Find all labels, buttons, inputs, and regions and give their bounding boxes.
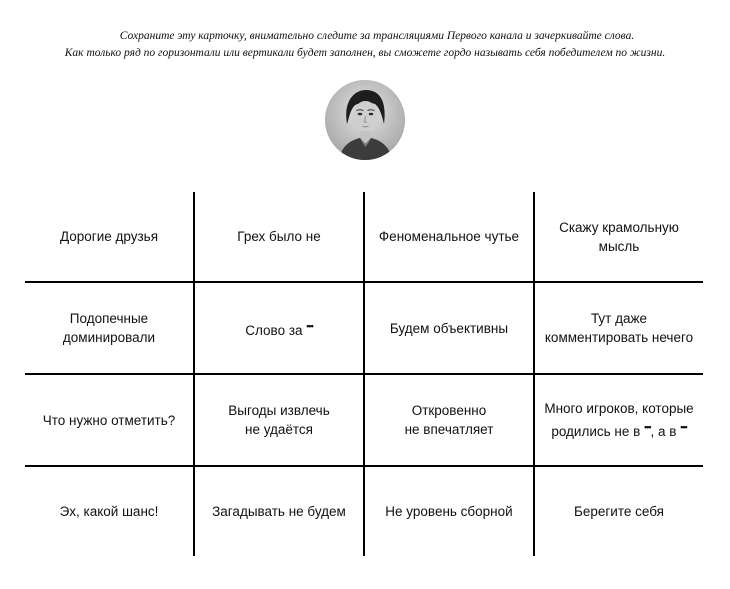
- bingo-phrase: [405, 401, 494, 439]
- bingo-cell[interactable]: [535, 375, 703, 465]
- bingo-phrase-line: Тут даже: [590, 311, 648, 326]
- bingo-phrase: Эх, какой шанс!: [59, 504, 159, 519]
- bingo-phrase: [63, 309, 155, 347]
- bingo-phrase-line: [544, 418, 693, 441]
- bingo-phrase-line: Скажу крамольную: [559, 219, 679, 235]
- bingo-cell[interactable]: [535, 192, 703, 281]
- bingo-cell[interactable]: [365, 283, 533, 373]
- bingo-cell[interactable]: [365, 467, 533, 556]
- bingo-phrase-line: комментировать нечего: [544, 330, 694, 345]
- instructions: [0, 28, 730, 62]
- bingo-phrase: Загадывать не будем: [212, 504, 346, 519]
- bingo-phrase-line: не удаётся: [244, 422, 313, 437]
- bingo-phrase: Дорогие друзья: [59, 229, 159, 244]
- bingo-phrase-line: Откровенно: [411, 403, 487, 418]
- instructions-line-2: Как только ряд по горизонтали или вертикали будет заполнен, вы сможете гордо называть себя победителем по жизни.: [64, 47, 666, 59]
- ellipsis-dots-icon: •••: [680, 422, 687, 432]
- presenter-photo: [325, 80, 405, 160]
- bingo-phrase-text: Слово за: [245, 322, 307, 338]
- bingo-cell[interactable]: [535, 283, 703, 373]
- bingo-phrase: [559, 218, 679, 256]
- bingo-phrase: Что нужно отметить?: [42, 412, 176, 428]
- bingo-phrase: Будем объективны: [389, 320, 509, 336]
- bingo-phrase: [544, 399, 693, 441]
- bingo-phrase-text: родились не в: [551, 424, 645, 439]
- bingo-phrase-line: не впечатляет: [404, 422, 494, 437]
- bingo-cell[interactable]: [25, 283, 193, 373]
- bingo-cell[interactable]: [25, 467, 193, 556]
- bingo-cell[interactable]: [365, 375, 533, 465]
- bingo-phrase-line: Выгоды извлечь: [228, 403, 330, 418]
- bingo-cell[interactable]: [365, 192, 533, 281]
- bingo-phrase: Грех было не: [237, 229, 321, 244]
- bingo-phrase-text: , а в: [650, 424, 681, 439]
- bingo-phrase: Берегите себя: [574, 504, 664, 519]
- bingo-card: [25, 192, 703, 556]
- bingo-phrase: [245, 317, 312, 340]
- bingo-cell[interactable]: [195, 375, 363, 465]
- bingo-cell[interactable]: [535, 467, 703, 556]
- bingo-phrase: [545, 309, 693, 347]
- instructions-line-1: Сохраните эту карточку, внимательно следите за трансляциями Первого канала и зачеркивайте слова.: [119, 30, 635, 42]
- bingo-phrase-line: Подопечные: [69, 311, 149, 326]
- bingo-cell[interactable]: [195, 467, 363, 556]
- bingo-cell[interactable]: [195, 192, 363, 281]
- bingo-cell[interactable]: [195, 283, 363, 373]
- bingo-phrase: Феноменальное чутье: [378, 229, 520, 244]
- bingo-phrase: [228, 401, 329, 439]
- ellipsis-dots-icon: •••: [644, 422, 651, 432]
- ellipsis-dots-icon: •••: [306, 320, 313, 331]
- bingo-cell[interactable]: [25, 375, 193, 465]
- bingo-phrase: Не уровень сборной: [385, 504, 513, 519]
- bingo-phrase-line: мысль: [598, 238, 640, 254]
- bingo-phrase-line: Много игроков, которые: [544, 401, 694, 416]
- bingo-cell[interactable]: [25, 192, 193, 281]
- bingo-phrase-line: доминировали: [62, 330, 156, 345]
